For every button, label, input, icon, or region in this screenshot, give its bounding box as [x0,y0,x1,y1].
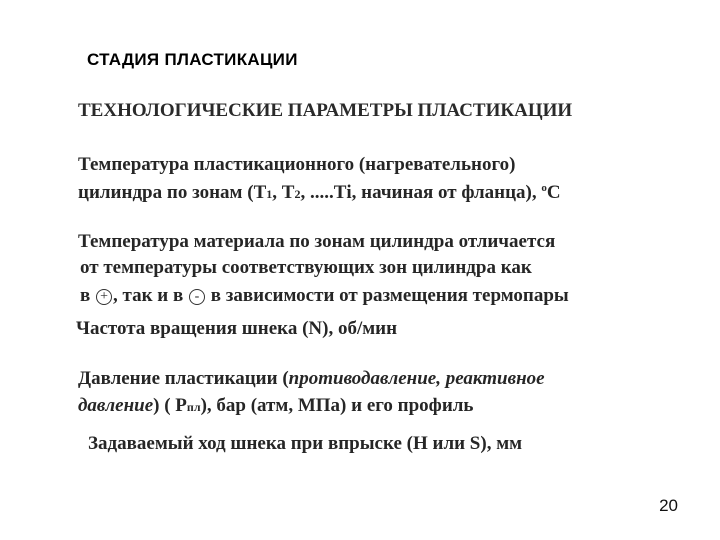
cylinder-temp-sep: , Т [272,182,295,203]
section-heading: ТЕХНОЛОГИЧЕСКИЕ ПАРАМЕТРЫ ПЛАСТИКАЦИИ [78,100,573,121]
material-temp-text-b: , так и в [113,285,188,306]
cylinder-temp-text-a: цилиндра по зонам (Т [78,182,267,203]
cylinder-temp-line-1: Температура пластикационного (нагревательного) [78,154,516,175]
pressure-line-2 [78,395,473,417]
slide-title: СТАДИЯ ПЛАСТИКАЦИИ [87,50,298,69]
degree-mark: o [541,182,547,194]
screw-speed-line: Частота вращения шнека (N), об/мин [76,318,398,339]
cylinder-temp-text-c: , начиная от фланца), [351,182,542,203]
material-temp-text-a: в [80,285,96,306]
temp-unit: С [546,182,561,203]
material-temp-text-c: в зависимости от размещения термопары [206,285,569,306]
zone-subscript-2: 2 [294,187,301,201]
pressure-italic-1: противодавление, реактивное [288,368,545,389]
minus-circle-icon: - [189,289,205,305]
cylinder-temp-text-b: , .....Т [300,182,347,203]
cylinder-temp-line-2 [78,182,561,204]
zone-subscript-1: 1 [266,187,273,201]
pressure-text-a: Давление пластикации ( [78,368,289,389]
pressure-subscript: пл [186,400,201,414]
pressure-text-c: ), бар (атм, МПа) и его профиль [200,395,474,416]
material-temp-line-3 [80,285,569,307]
pressure-italic-2: давление [78,395,154,416]
screw-stroke-line: Задаваемый ход шнека при впрыске (Н или S), мм [88,433,523,454]
material-temp-line-1: Температура материала по зонам цилиндра отличается [78,231,556,252]
pressure-line-1 [78,368,545,390]
zone-subscript-i: i [346,182,352,203]
pressure-text-b: ) ( Р [153,395,187,416]
material-temp-line-2: от температуры соответствующих зон цилиндра как [80,257,532,278]
page-number: 20 [659,496,678,515]
plus-circle-icon: + [96,289,112,305]
